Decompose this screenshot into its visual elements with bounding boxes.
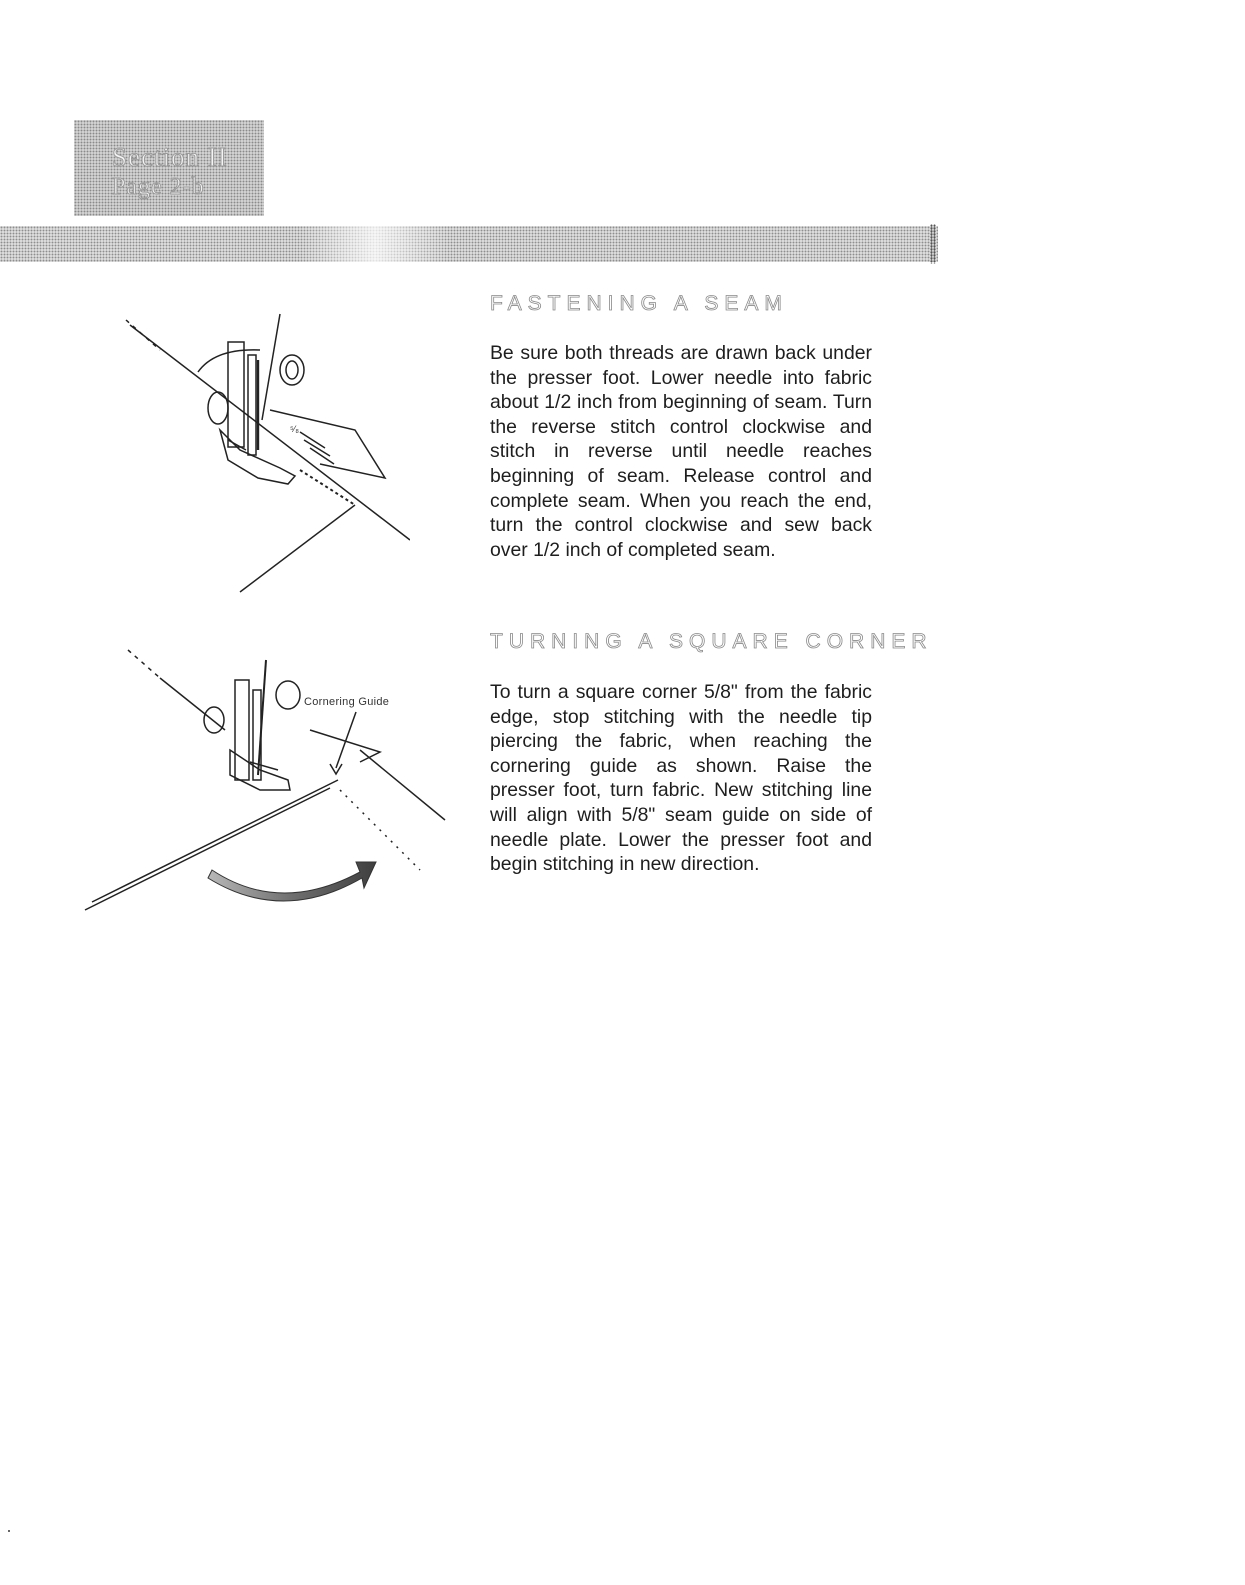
scan-mark — [8, 1530, 10, 1532]
page-number: Page 2-b — [112, 174, 205, 200]
seam-mark-5-8: ⁵⁄₈ — [290, 424, 299, 434]
section-tab — [74, 120, 264, 216]
turning-corner-illustration — [80, 640, 460, 920]
band-end-mark — [930, 224, 936, 264]
section-number: Section II — [112, 142, 228, 172]
band-fade — [300, 226, 450, 262]
header-band — [0, 226, 938, 262]
fastening-seam-heading: FASTENING A SEAM — [490, 292, 788, 315]
fastening-seam-illustration — [120, 300, 410, 600]
cornering-guide-label: Cornering Guide — [304, 696, 390, 708]
turning-corner-heading: TURNING A SQUARE CORNER — [490, 630, 933, 653]
fastening-seam-text: Be sure both threads are drawn back under the presser foot. Lower needle into fabric about 1/2 inch from beginning of seam. Turn the reverse stitch control clockwise and stitch in reverse until needle reaches beginning of seam. Release control and complete seam. When you reach the end, turn the control clockwise and sew back over 1/2 inch of completed seam. — [490, 342, 872, 561]
turning-corner-text: To turn a square corner 5/8" from the fabric edge, stop stitching with the needle tip piercing the fabric, when reaching the cornering guide as shown. Raise the presser foot, turn fabric. New stitching line will align with 5/8" seam guide on side of needle plate. Lower the presser foot and begin stitching in new direction. — [490, 681, 872, 876]
turn-direction-arrow-icon — [208, 862, 376, 901]
